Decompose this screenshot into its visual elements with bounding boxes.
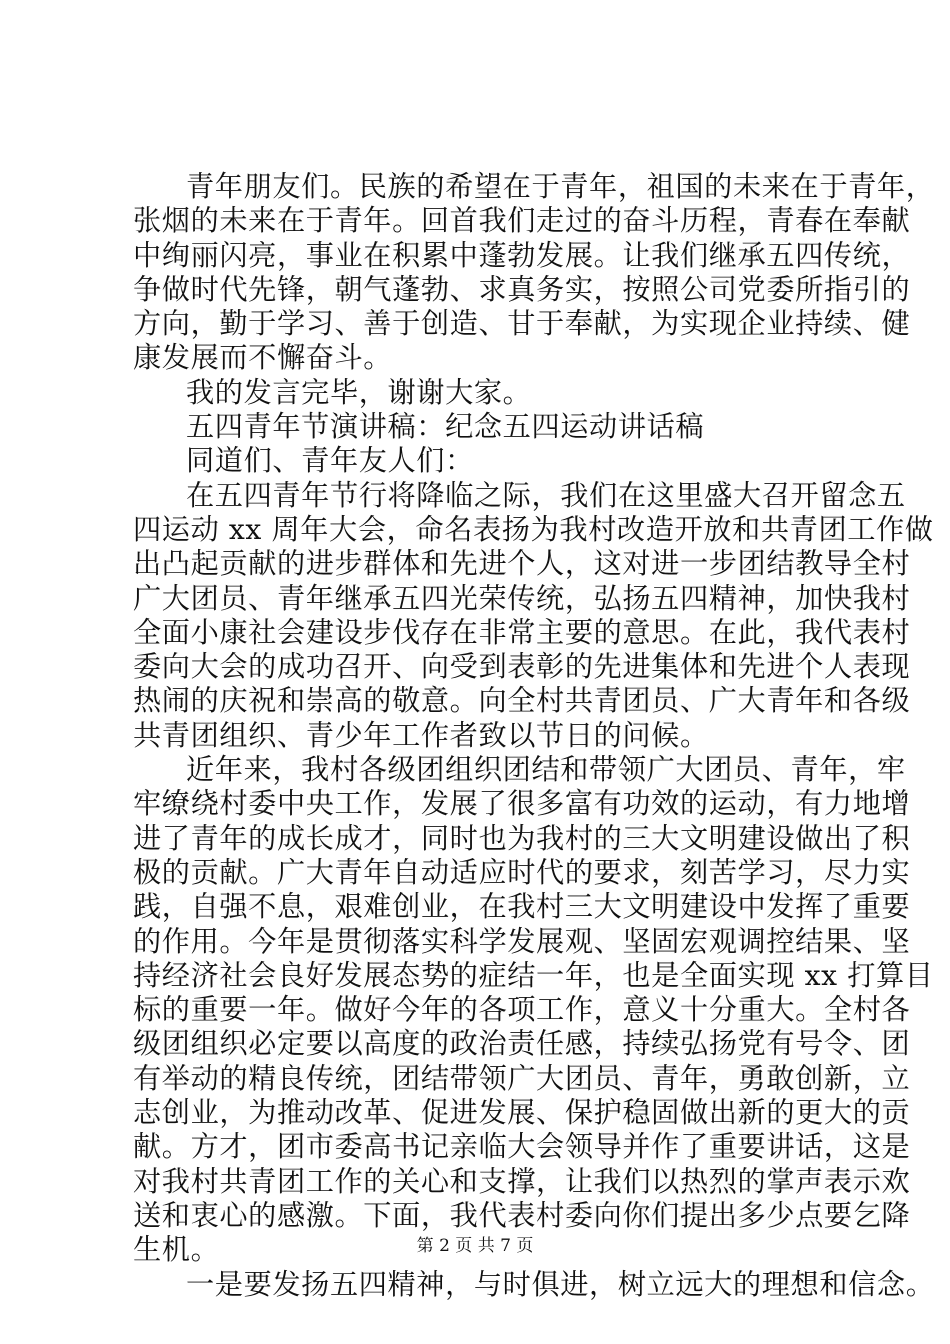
text-line: 五四青年节演讲稿：纪念五四运动讲话稿 [186,410,705,444]
text-line: 送和衷心的感激。下面，我代表村委向你们提出多少点要乞降 [133,1198,911,1232]
text-line: 中绚丽闪亮，事业在积累中蓬勃发展。让我们继承五四传统， [133,238,911,272]
text-line: 一是要发扬五四精神，与时俱进，树立远大的理想和信念。 [186,1267,935,1301]
text-line: 同道们、青年友人们： [186,444,474,478]
text-line: 有举动的精良传统，团结带领广大团员、青年，勇敢创新，立 [133,1061,911,1095]
text-line: 生机。 [133,1233,220,1267]
text-line: 热闹的庆祝和崇高的敬意。向全村共青团员、广大青年和各级 [133,684,911,718]
text-line: 志创业，为推动改革、促进发展、保护稳固做出新的更大的贡 [133,1096,911,1130]
text-line: 级团组织必定要以高度的政治责任感，持续弘扬党有号令、团 [133,1027,911,1061]
text-line: 在五四青年节行将降临之际，我们在这里盛大召开留念五 [186,478,906,512]
text-line: 出凸起贡献的进步群体和先进个人，这对进一步团结教导全村 [133,547,911,581]
text-line: 康发展而不懈奋斗。 [133,341,393,375]
text-line: 委向大会的成功召开、向受到表彰的先进集体和先进个人表现 [133,650,911,684]
document-body [133,170,935,1302]
text-line: 持经济社会良好发展态势的症结一年，也是全面实现 xx 打算目 [133,958,934,992]
text-line: 方向，勤于学习、善于创造、甘于奉献，为实现企业持续、健 [133,307,911,341]
text-line: 青年朋友们。民族的希望在于青年，祖国的未来在于青年， [186,170,935,203]
text-line: 进了青年的成长成才，同时也为我村的三大文明建设做出了积 [133,821,911,855]
text-line: 近年来，我村各级团组织团结和带领广大团员、青年，牢 [186,753,906,787]
text-line: 广大团员、青年继承五四光荣传统，弘扬五四精神，加快我村 [133,581,911,615]
text-line: 践，自强不息，艰难创业，在我村三大文明建设中发挥了重要 [133,890,911,924]
text-line: 标的重要一年。做好今年的各项工作，意义十分重大。全村各 [133,993,911,1027]
text-line: 全面小康社会建设步伐存在非常主要的意思。在此，我代表村 [133,615,911,649]
text-line: 献。方才，团市委高书记亲临大会领导并作了重要讲话，这是 [133,1130,911,1164]
text-line: 四运动 xx 周年大会，命名表扬为我村改造开放和共青团工作做 [133,512,934,546]
text-line: 牢缭绕村委中央工作，发展了很多富有功效的运动，有力地增 [133,787,911,821]
text-line: 张烟的未来在于青年。回首我们走过的奋斗历程，青春在奉献 [133,204,911,238]
page-footer: 第 2 页 共 7 页 [416,1236,534,1256]
text-line: 争做时代先锋，朝气蓬勃、求真务实，按照公司党委所指引的 [133,272,911,306]
text-line: 共青团组织、青少年工作者致以节日的问候。 [133,718,709,752]
text-line: 的作用。今年是贯彻落实科学发展观、坚固宏观调控结果、坚 [133,924,911,958]
text-line: 我的发言完毕，谢谢大家。 [186,375,532,409]
text-line: 极的贡献。广大青年自动适应时代的要求，刻苦学习，尽力实 [133,855,911,889]
text-line: 对我村共青团工作的关心和支撑，让我们以热烈的掌声表示欢 [133,1164,911,1198]
